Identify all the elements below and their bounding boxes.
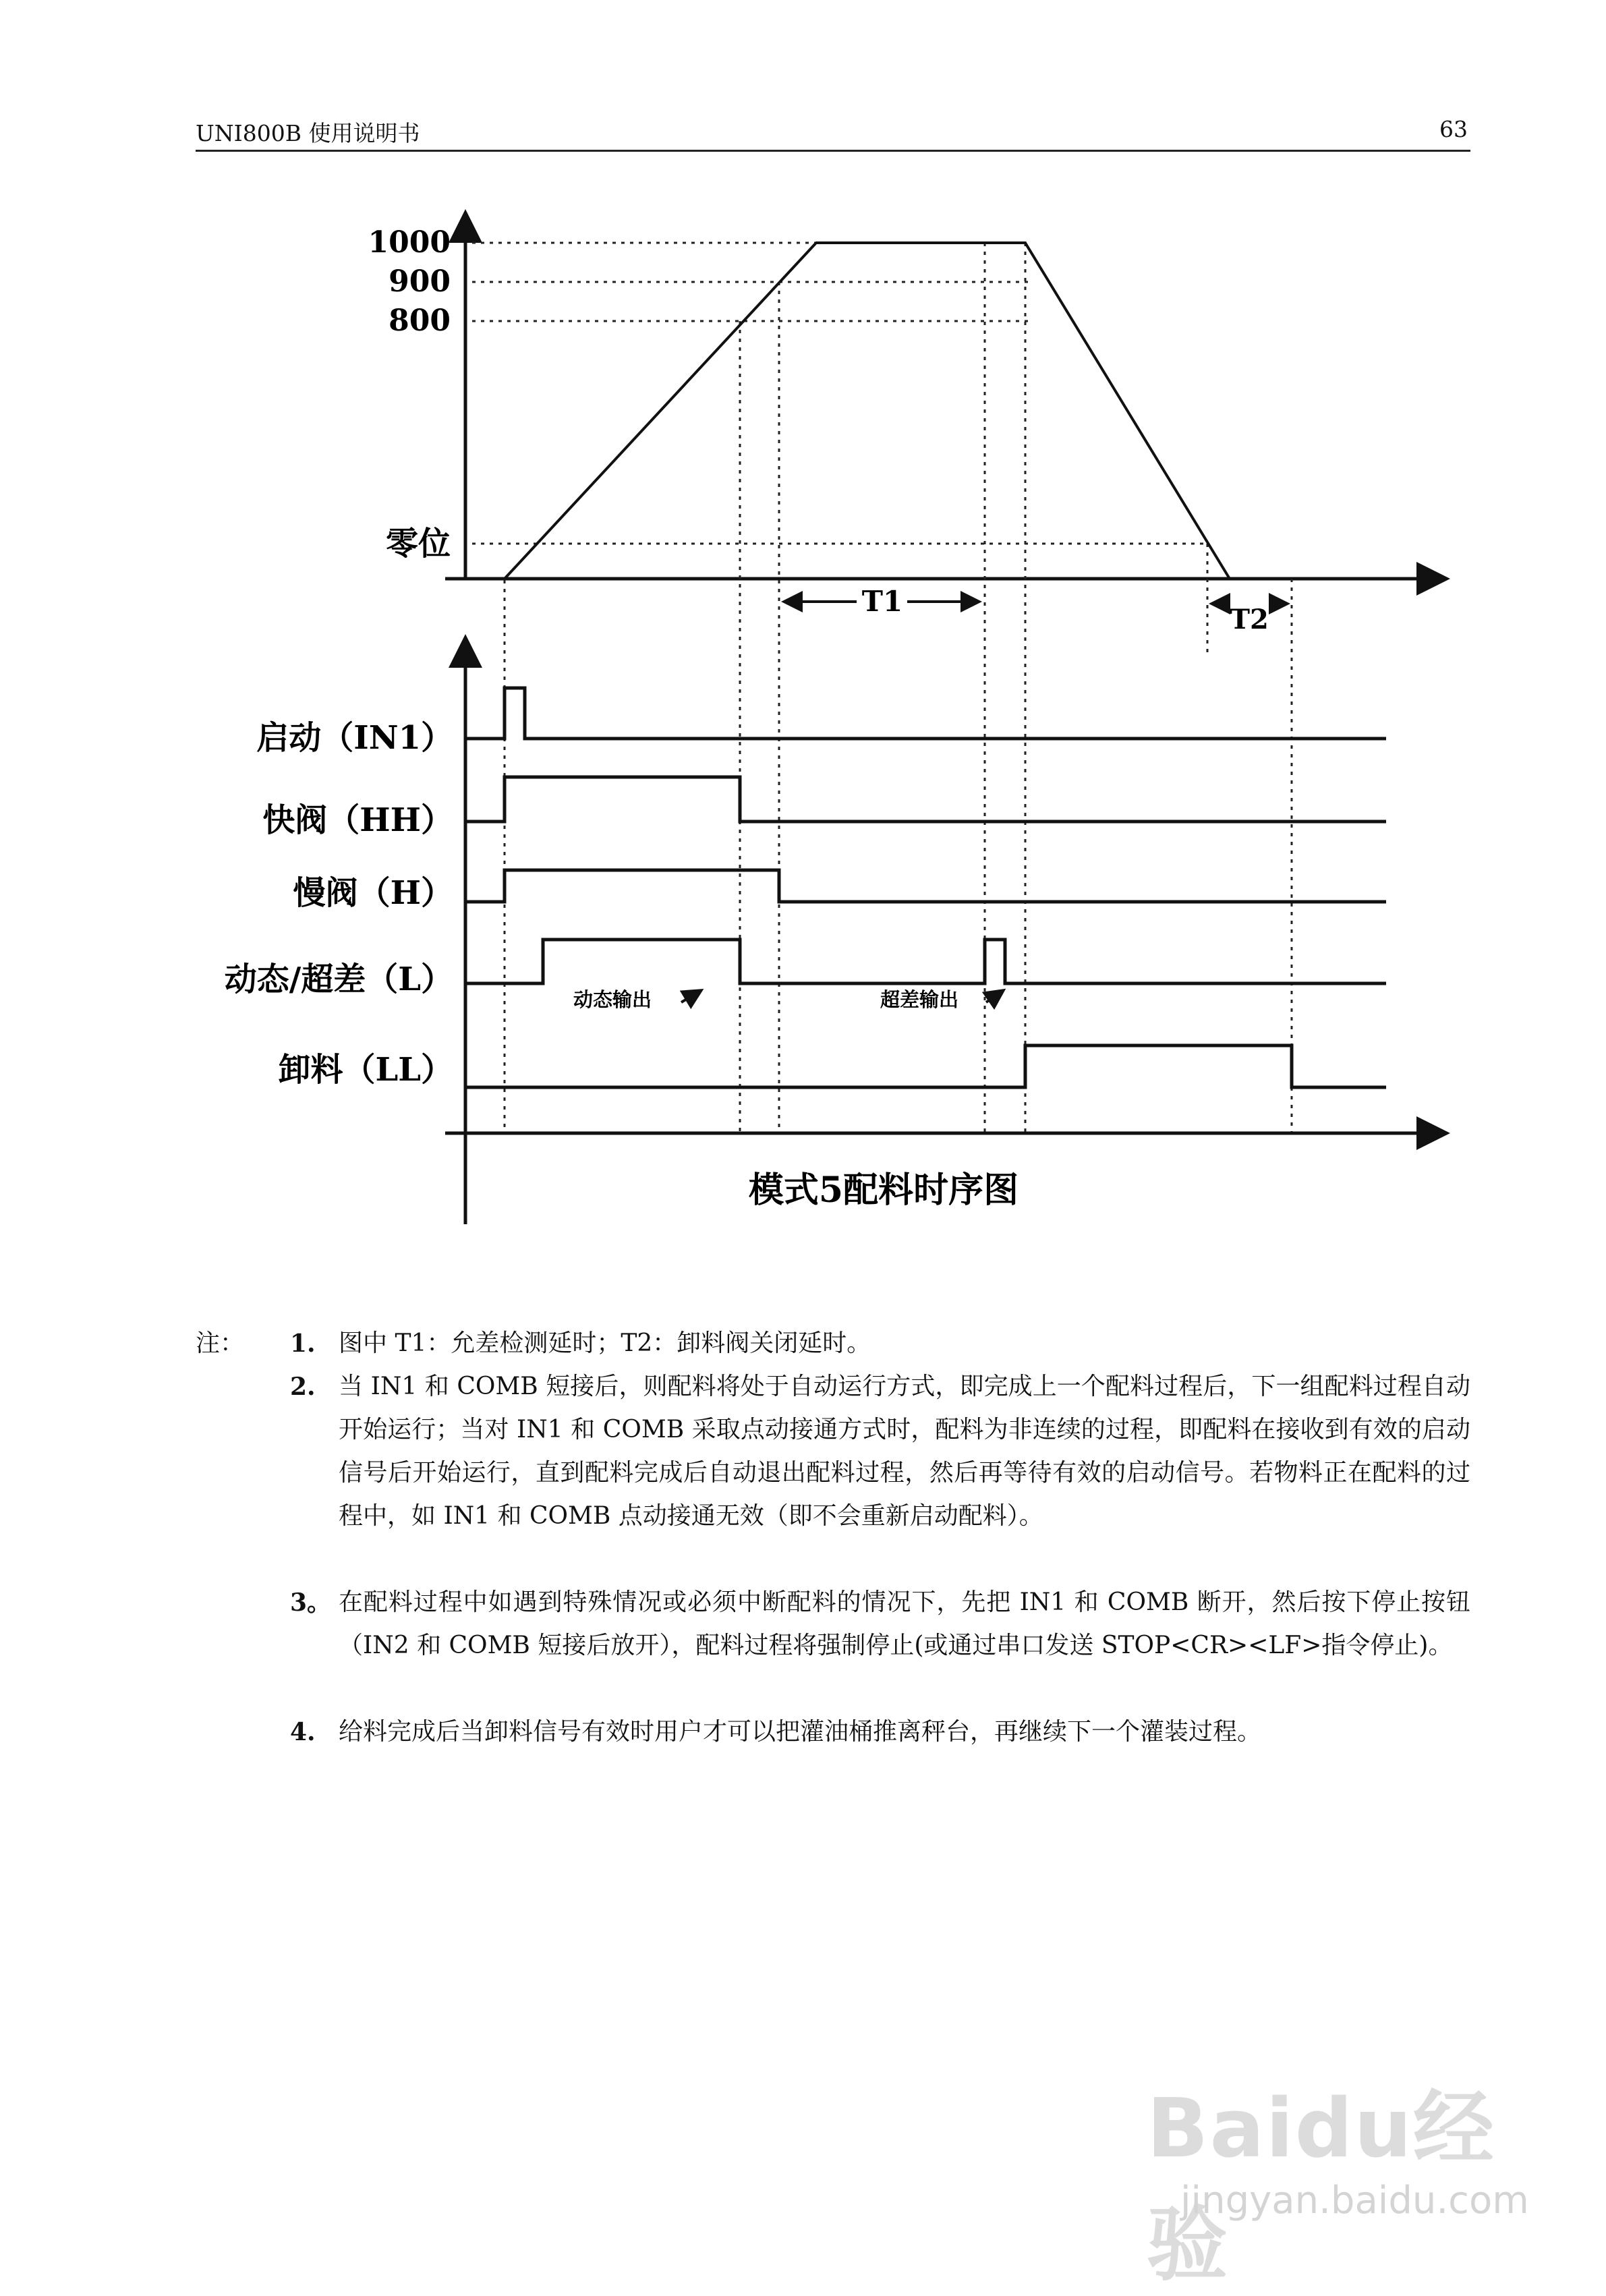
tick-800: 800 [389, 304, 451, 338]
watermark-logo: Baidu经验 [1147, 2082, 1495, 2292]
note-item-2 [290, 1365, 1470, 1538]
notes-label: 注： [196, 1329, 245, 1357]
signal-l-wave [465, 940, 1386, 983]
weight-curve [505, 243, 1230, 579]
tick-1000: 1000 [368, 225, 451, 260]
note-item-1 [290, 1322, 1470, 1365]
signal-hh-wave [465, 777, 1386, 822]
signal-label-in1: 启动（IN1） [256, 719, 453, 757]
watermark [1140, 2064, 1529, 2292]
note-number: 4. [290, 1718, 316, 1746]
signal-label-hh: 快阀（HH） [262, 801, 453, 839]
note-number: 3。 [290, 1588, 332, 1617]
signal-label-h: 慢阀（H） [293, 874, 453, 912]
annotation-dynamic-arrow [681, 990, 701, 1002]
note-item-4 [290, 1711, 1470, 1754]
t2-label: T2 [1230, 604, 1269, 635]
document-title: UNI800B 使用说明书 [196, 120, 420, 146]
annotation-dynamic-output: 动态输出 [573, 988, 652, 1011]
page-number: 63 [1439, 116, 1468, 142]
signal-label-ll: 卸料（LL） [278, 1051, 453, 1089]
note-number: 1. [290, 1329, 316, 1358]
annotation-overshoot-output: 超差输出 [880, 988, 959, 1011]
signal-h-wave [465, 870, 1386, 902]
t1-label: T1 [861, 585, 903, 618]
tick-zero: 零位 [385, 525, 451, 563]
note-text: 当 IN1 和 COMB 短接后，则配料将处于自动运行方式，即完成上一个配料过程后，下一组配料过程自动开始运行；当对 IN1 和 COMB 采取点动接通方式时，配料为非连续的过程，即配料在接收到有效的启动信号后开始运行，直到配料完成后自动退出配料过程，然后再等待有效的启动信号。若物料正在配料的过程中，如 IN1 和 COMB 点动接通无效（即不会重新启动配料）。 [339, 1373, 1470, 1530]
annotation-overshoot-arrow [986, 990, 1004, 1002]
signal-ll-wave [465, 1045, 1386, 1087]
signal-label-l: 动态/超差（L） [224, 960, 453, 998]
tick-900: 900 [389, 264, 451, 299]
watermark-url: jingyan.baidu.com [1180, 2179, 1529, 2222]
note-item-3 [290, 1581, 1470, 1667]
note-text: 图中 T1：允差检测延时；T2：卸料阀关闭延时。 [339, 1329, 871, 1357]
note-text: 给料完成后当卸料信号有效时用户才可以把灌油桶推离秤台，再继续下一个灌装过程。 [339, 1718, 1262, 1746]
figure-caption: 模式5配料时序图 [748, 1170, 1019, 1211]
note-number: 2. [290, 1373, 316, 1401]
note-text: 在配料过程中如遇到特殊情况或必须中断配料的情况下，先把 IN1 和 COMB 断开，然后按下停止按钮（IN2 和 COMB 短接后放开），配料过程将强制停止(或通过串口发送 STOP<CR><LF>指令停止)。 [339, 1588, 1470, 1659]
signal-in1-wave [465, 688, 1386, 739]
